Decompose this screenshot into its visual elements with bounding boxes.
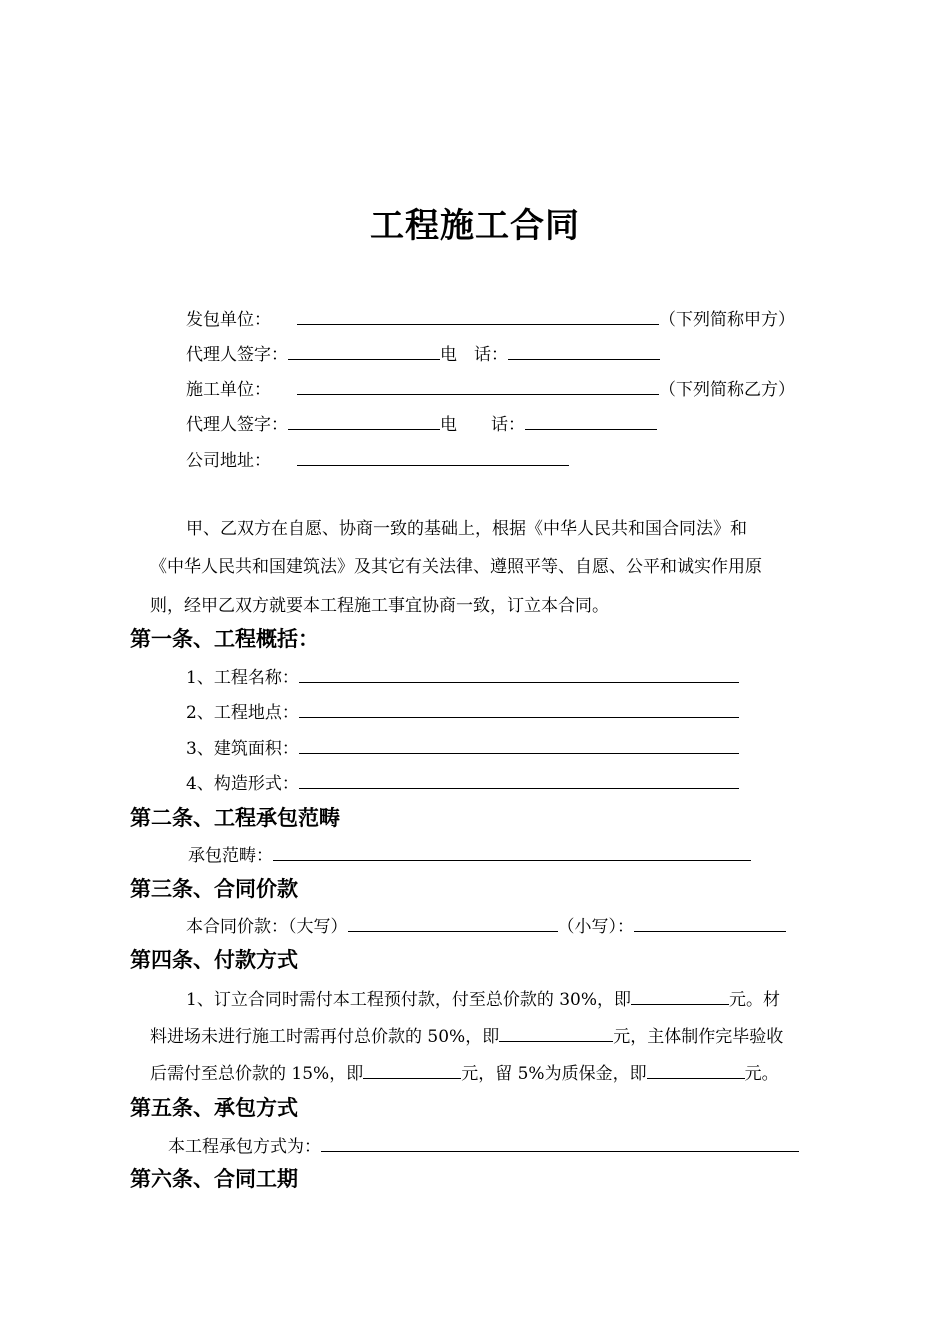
phone2-blank[interactable] (525, 412, 657, 430)
scope-blank[interactable] (273, 843, 751, 861)
payment-line-2 (150, 1024, 783, 1048)
address-label: 公司地址： (186, 451, 271, 471)
project-name-blank[interactable] (299, 665, 739, 683)
scope-label: 承包范畴： (188, 846, 273, 866)
price-label-upper: 本合同价款：（大写） (186, 917, 348, 937)
contractor-row (186, 377, 795, 401)
contract-mode-row (168, 1134, 799, 1158)
payment-line-1 (186, 987, 780, 1011)
phone2-label: 电 话： (440, 415, 525, 435)
item-structure-form (186, 771, 739, 795)
client-blank[interactable] (297, 307, 659, 325)
structure-form-blank[interactable] (299, 771, 739, 789)
payment-text: 元，主体制作完毕验收 (613, 1027, 784, 1047)
phone1-blank[interactable] (508, 342, 660, 360)
address-row (186, 448, 569, 472)
article-2-heading: 第二条、工程承包范畴 (130, 805, 340, 830)
completion-amount-blank[interactable] (363, 1061, 461, 1079)
article-5-heading: 第五条、承包方式 (130, 1095, 298, 1120)
item-label: 3、建筑面积： (186, 739, 299, 759)
payment-text: 料进场未进行施工时需再付总价款的 50%，即 (150, 1027, 500, 1047)
phone1-label: 电 话： (440, 345, 508, 365)
client-suffix: （下列简称甲方） (659, 310, 795, 330)
building-area-blank[interactable] (299, 736, 739, 754)
price-lower-blank[interactable] (634, 914, 786, 932)
article-1-heading: 第一条、工程概括： (130, 626, 319, 651)
document-title: 工程施工合同 (370, 206, 580, 246)
item-building-area (186, 736, 739, 760)
advance-amount-blank[interactable] (631, 987, 729, 1005)
item-label: 1、工程名称： (186, 668, 299, 688)
agent1-blank[interactable] (288, 342, 440, 360)
client-label: 发包单位： (186, 310, 271, 330)
item-label: 2、工程地点： (186, 703, 299, 723)
payment-text: 1、订立合同时需付本工程预付款，付至总价款的 30%，即 (186, 990, 632, 1010)
contract-mode-label: 本工程承包方式为： (168, 1137, 321, 1157)
price-upper-blank[interactable] (348, 914, 558, 932)
material-amount-blank[interactable] (499, 1024, 613, 1042)
payment-text: 元，留 5%为质保金，即 (461, 1064, 647, 1084)
agent1-label: 代理人签字： (186, 345, 288, 365)
article-6-heading: 第六条、合同工期 (130, 1166, 298, 1191)
article-3-heading: 第三条、合同价款 (130, 876, 298, 901)
agent2-row (186, 412, 657, 436)
scope-row (188, 843, 751, 867)
warranty-amount-blank[interactable] (647, 1061, 745, 1079)
contractor-blank[interactable] (297, 377, 659, 395)
contractor-label: 施工单位： (186, 380, 271, 400)
contract-mode-blank[interactable] (321, 1134, 799, 1152)
payment-text: 元。材 (729, 990, 781, 1010)
item-label: 4、构造形式： (186, 774, 299, 794)
client-row (186, 307, 795, 331)
agent2-blank[interactable] (288, 412, 440, 430)
item-project-location (186, 700, 739, 724)
address-blank[interactable] (297, 448, 569, 466)
preamble-line-3: 则，经甲乙双方就要本工程施工事宜协商一致，订立本合同。 (150, 596, 609, 616)
preamble-line-2: 《中华人民共和国建筑法》及其它有关法律、遵照平等、自愿、公平和诚实作用原 (150, 557, 762, 577)
agent2-label: 代理人签字： (186, 415, 288, 435)
agent1-row (186, 342, 660, 366)
payment-text: 元。 (744, 1064, 779, 1084)
payment-line-3 (150, 1061, 779, 1085)
preamble-line-1: 甲、乙双方在自愿、协商一致的基础上，根据《中华人民共和国合同法》和 (186, 519, 747, 539)
price-row (186, 914, 786, 938)
contractor-suffix: （下列简称乙方） (659, 380, 795, 400)
item-project-name (186, 665, 739, 689)
price-label-lower: （小写）： (557, 917, 634, 937)
project-location-blank[interactable] (299, 700, 739, 718)
article-4-heading: 第四条、付款方式 (130, 947, 298, 972)
payment-text: 后需付至总价款的 15%，即 (150, 1064, 364, 1084)
